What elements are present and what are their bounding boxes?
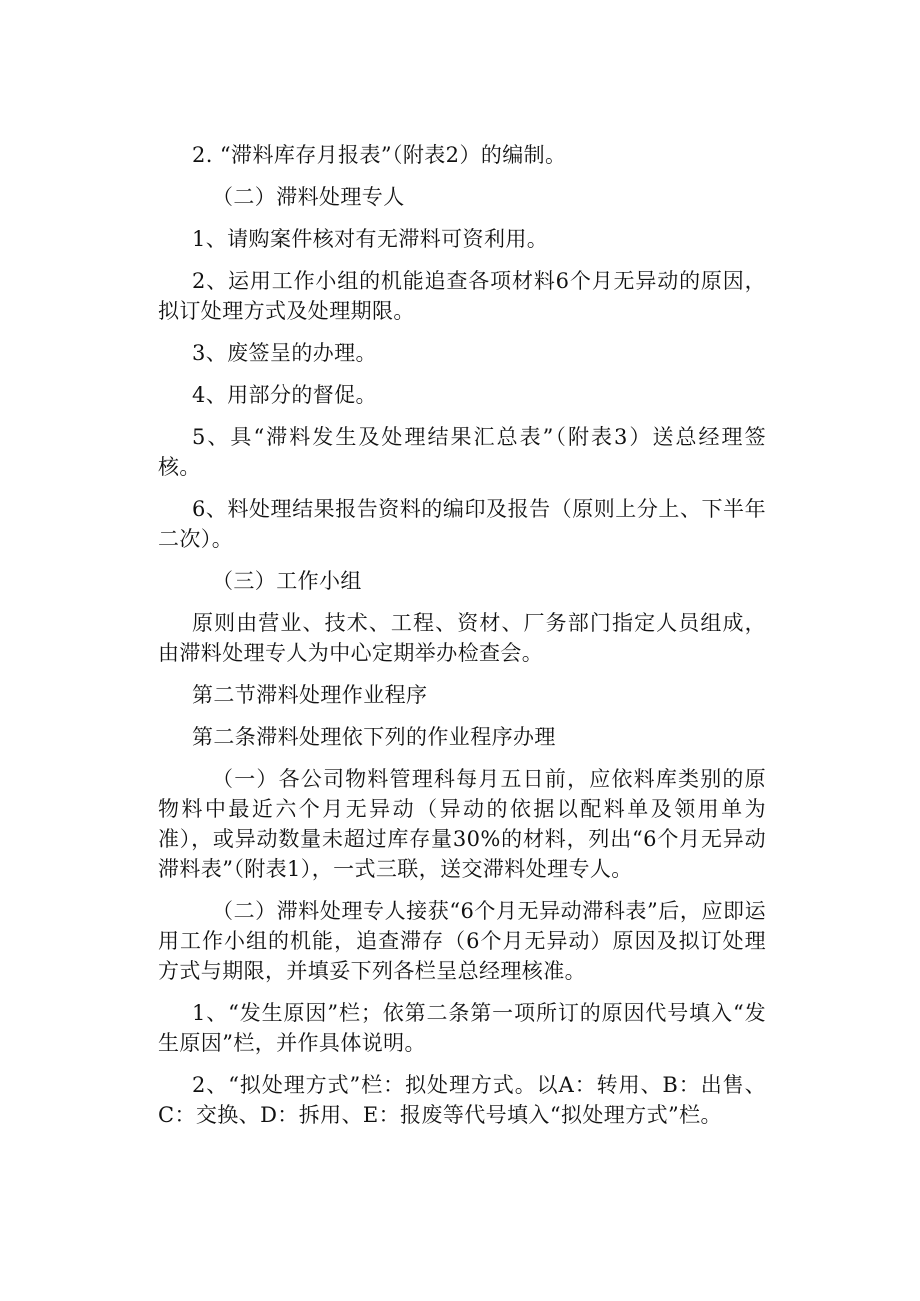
paragraph-item-3: 3、废签呈的办理。 <box>192 341 377 365</box>
paragraph-method-field: 2、“拟处理方式”栏：拟处理方式。以A：转用、B：出售、C：交换、D：拆用、E：报废等代号填入“拟处理方式”栏。 <box>158 1073 766 1127</box>
paragraph-cause-field: 1、“发生原因”栏；依第二条第一项所订的原因代号填入“发生原因”栏，并作具体说明。 <box>158 1001 766 1055</box>
paragraph-item-5: 5、具“滞料发生及处理结果汇总表”（附表3）送总经理签核。 <box>158 425 766 479</box>
paragraph-item-6: 6、料处理结果报告资料的编印及报告（原则上分上、下半年二次）。 <box>158 497 766 551</box>
paragraph-work-group: 原则由营业、技术、工程、资材、厂务部门指定人员组成，由滞料处理专人为中心定期举办检查会。 <box>158 611 766 665</box>
article-heading: 第二条滞料处理依下列的作业程序办理 <box>192 725 556 749</box>
paragraph-monthly-report: 2. “滞料库存月报表”（附表2）的编制。 <box>192 143 567 167</box>
paragraph-procedure-2: （二）滞料处理专人接获“6个月无异动滞科表”后，应即运用工作小组的机能，追查滞存（6个月无异动）原因及拟订处理方式与期限，并填妥下列各栏呈总经理核准。 <box>158 899 766 983</box>
heading-work-group: （三）工作小组 <box>212 569 362 593</box>
paragraph-procedure-1: （一）各公司物料管理科每月五日前，应依料库类别的原物料中最近六个月无异动（异动的依据以配料单及领用单为准），或异动数量未超过库存量30%的材料，列出“6个月无异动滞料表”（附表1），一式三联，送交滞料处理专人。 <box>158 767 766 881</box>
heading-dedicated-person: （二）滞料处理专人 <box>212 185 405 209</box>
document-body <box>158 140 766 1130</box>
paragraph-item-2: 2、运用工作小组的机能追查各项材料6个月无异动的原因，拟订处理方式及处理期限。 <box>158 269 766 323</box>
paragraph-item-1: 1、请购案件核对有无滞料可资利用。 <box>192 227 549 251</box>
paragraph-item-4: 4、用部分的督促。 <box>192 383 377 407</box>
section-heading: 第二节滞料处理作业程序 <box>192 683 428 707</box>
